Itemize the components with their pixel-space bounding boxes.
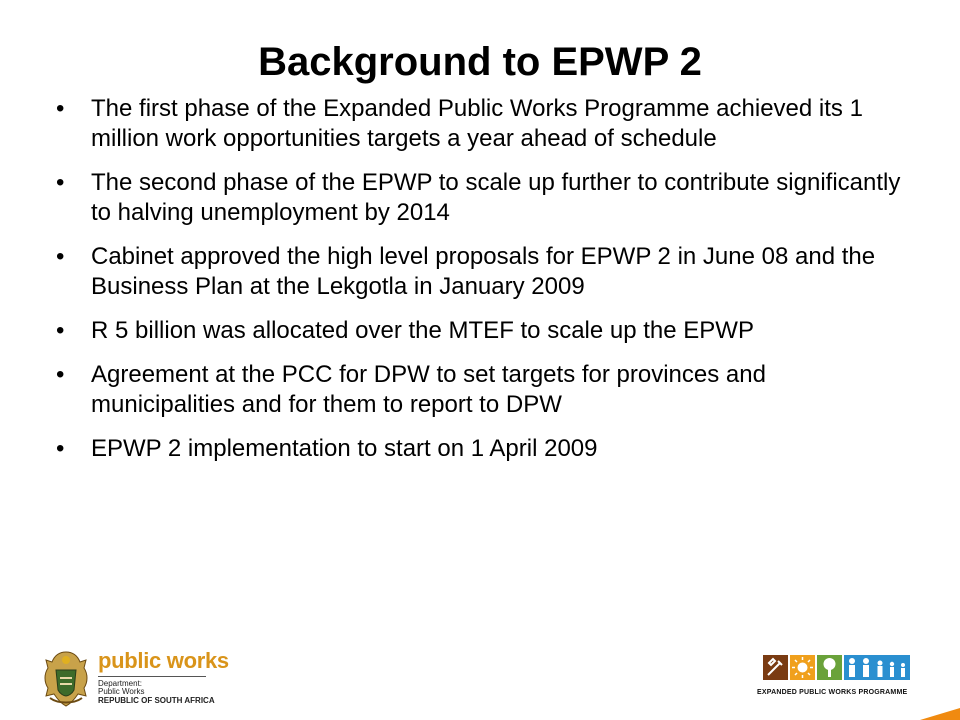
bullet-item [56, 94, 916, 154]
bullet-symbol: • [56, 95, 65, 122]
department-label: Department: [98, 679, 143, 688]
bullet-item [56, 168, 916, 228]
bullet-item [56, 360, 916, 420]
epwp-caption: EXPANDED PUBLIC WORKS PROGRAMME [757, 689, 908, 696]
bullet-symbol: • [56, 361, 65, 388]
public-works-logo [38, 648, 229, 710]
tree-icon [817, 655, 842, 680]
bullet-text: The first phase of the Expanded Public Works Programme achieved its 1 million work opportunities targets a year ahead of schedule [91, 95, 863, 152]
family-icon [844, 655, 910, 680]
bullet-item [56, 316, 916, 346]
tools-icon [763, 655, 788, 680]
bullet-symbol: • [56, 317, 65, 344]
bullet-text: Cabinet approved the high level proposals for EPWP 2 in June 08 and the Business Plan at the Lekgotla in January 2009 [91, 243, 876, 300]
public-works-wordmark: public works [98, 648, 229, 673]
bullet-item [56, 434, 916, 464]
bullet-text: Agreement at the PCC for DPW to set targets for provinces and municipalities and for them to report to DPW [91, 361, 766, 418]
slide-title: Background to EPWP 2 [258, 40, 702, 84]
sun-icon [790, 655, 815, 680]
coat-of-arms-icon [38, 648, 94, 710]
bullet-text: The second phase of the EPWP to scale up further to contribute significantly to halving unemployment by 2014 [91, 169, 901, 226]
bullet-item [56, 242, 916, 302]
bullet-symbol: • [56, 435, 65, 462]
bullet-symbol: • [56, 169, 65, 196]
department-name: Public Works [98, 687, 145, 696]
epwp-logo [757, 655, 917, 705]
bullet-list [56, 94, 916, 478]
bullet-text: EPWP 2 implementation to start on 1 April 2009 [91, 435, 598, 462]
logo-divider [98, 676, 206, 677]
corner-stripe-decoration [900, 700, 960, 720]
bullet-symbol: • [56, 243, 65, 270]
bullet-text: R 5 billion was allocated over the MTEF to scale up the EPWP [91, 317, 754, 344]
country-label: REPUBLIC OF SOUTH AFRICA [98, 696, 215, 705]
